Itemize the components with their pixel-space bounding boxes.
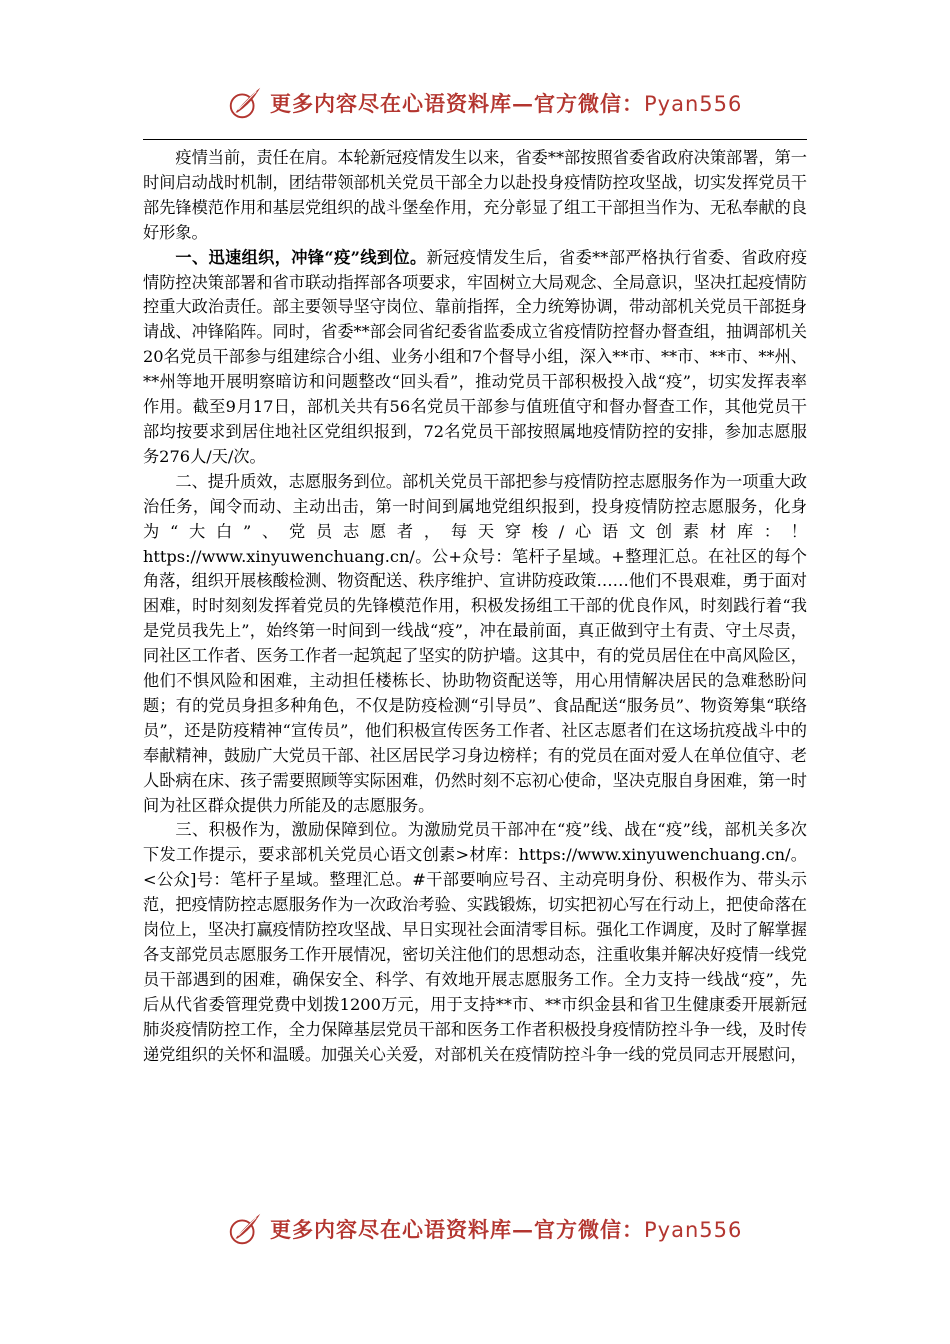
section-1-heading: 一、迅速组织，冲锋“疫”线到位。 [175, 247, 427, 267]
wechat-id: Pyan556 [644, 92, 743, 116]
header-divider [143, 139, 807, 140]
paragraph-intro: 疫情当前，责任在肩。本轮新冠疫情发生以来，省委**部按照省委省政府决策部署，第一时间启动战时机制，团结带领部机关党员干部全力以赴投身疫情防控攻坚战，切实发挥党员干部先锋模范作用和基层党组织的战斗堡垒作用，充分彰显了组工干部担当作为、无私奉献的良好形象。 [143, 148, 807, 242]
wechat-id: Pyan556 [644, 1218, 743, 1242]
document-body [143, 146, 807, 1068]
banner-text: 更多内容尽在心语资料库—官方微信：Pyan556 [270, 1217, 743, 1242]
paragraph-section-1 [143, 246, 807, 470]
footer-banner [226, 1206, 746, 1252]
header-banner [226, 80, 746, 126]
section-1-body: 新冠疫情发生后，省委**部严格执行省委、省政府疫情防控决策部署和省市联动指挥部各项要求，牢固树立大局观念、全局意识，坚决扛起疫情防控重大政治责任。部主要领导坚守岗位、靠前指挥，全力统筹协调，带动部机关党员干部挺身请战、冲锋陷阵。同时，省委**部会同省纪委省监委成立省疫情防控督办督查组，抽调部机关20名党员干部参与组建综合小组、业务小组和7个督导小组，深入**市、**市、**市、**州、**州等地开展明察暗访和问题整改“回头看”，推动党员干部积极投入战“疫”，切实发挥表率作用。截至9月17日，部机关共有56名党员干部参与值班值守和督办督查工作，其他党员干部均按要求到居住地社区党组织报到，72名党员干部按照属地疫情防控的安排，参加志愿服务276人/天/次。 [143, 247, 808, 466]
paragraph-section-2: 二、提升质效，志愿服务到位。部机关党员干部把参与疫情防控志愿服务作为一项重大政治任务，闻令而动、主动出击，第一时间到属地党组织报到，投身疫情防控志愿服务，化身为“大白”、党员志愿者，每天穿梭/心语文创素材库：！https://www.xinyuwenchuang.cn/。公+众号：笔杆子星域。+整理汇总。在社区的每个角落，组织开展核酸检测、物资配送、秩序维护、宣讲防疫政策……他们不畏艰难，勇于面对困难，时时刻刻发挥着党员的先锋模范作用，积极发扬组工干部的优良作风，时刻践行着“我是党员我先上”，始终第一时间到一线战“疫”，冲在最前面，真正做到守土有责、守土尽责，同社区工作者、医务工作者一起筑起了坚实的防护墙。这其中，有的党员居住在中高风险区，他们不惧风险和困难，主动担任楼栋长、协助物资配送等，用心用情解决居民的急难愁盼问题；有的党员身担多种角色，不仅是防疫检测“引导员”、食品配送“服务员”、物资筹集“联络员”，还是防疫精神“宣传员”，他们积极宣传医务工作者、社区志愿者们在这场抗疫战斗中的奉献精神，鼓励广大党员干部、社区居民学习身边榜样；有的党员在面对爱人在单位值守、老人卧病在床、孩子需要照顾等实际困难，仍然时刻不忘初心使命，坚决克服自身困难，第一时间为社区群众提供力所能及的志愿服务。 [143, 471, 807, 815]
paragraph-section-3: 三、积极作为，激励保障到位。为激励党员干部冲在“疫”线、战在“疫”线，部机关多次下发工作提示，要求部机关党员心语文创素>材库：https://www.xinyuwenchuang.cn/。<公众]号：笔杆子星域。整理汇总。#干部要响应号召、主动亮明身份、积极作为、带头示范，把疫情防控志愿服务作为一次政治考验、实践锻炼，切实把初心写在行动上，把使命落在岗位上，坚决打赢疫情防控攻坚战、早日实现社会面清零目标。强化工作调度，及时了解掌握各支部党员志愿服务工作开展情况，密切关注他们的思想动态，注重收集并解决好疫情一线党员干部遇到的困难，确保安全、科学、有效地开展志愿服务工作。全力支持一线战“疫”，先后从代省委管理党费中划拨1200万元，用于支持**市、**市织金县和省卫生健康委开展新冠肺炎疫情防控工作，全力保障基层党员干部和医务工作者积极投身疫情防控斗争一线，及时传递党组织的关怀和温暖。加强关心关爱，对部机关在疫情防控斗争一线的党员同志开展慰问， [143, 820, 807, 1064]
feather-pen-logo-icon [226, 1210, 264, 1248]
feather-pen-logo-icon [226, 84, 264, 122]
banner-text: 更多内容尽在心语资料库—官方微信：Pyan556 [270, 91, 743, 116]
